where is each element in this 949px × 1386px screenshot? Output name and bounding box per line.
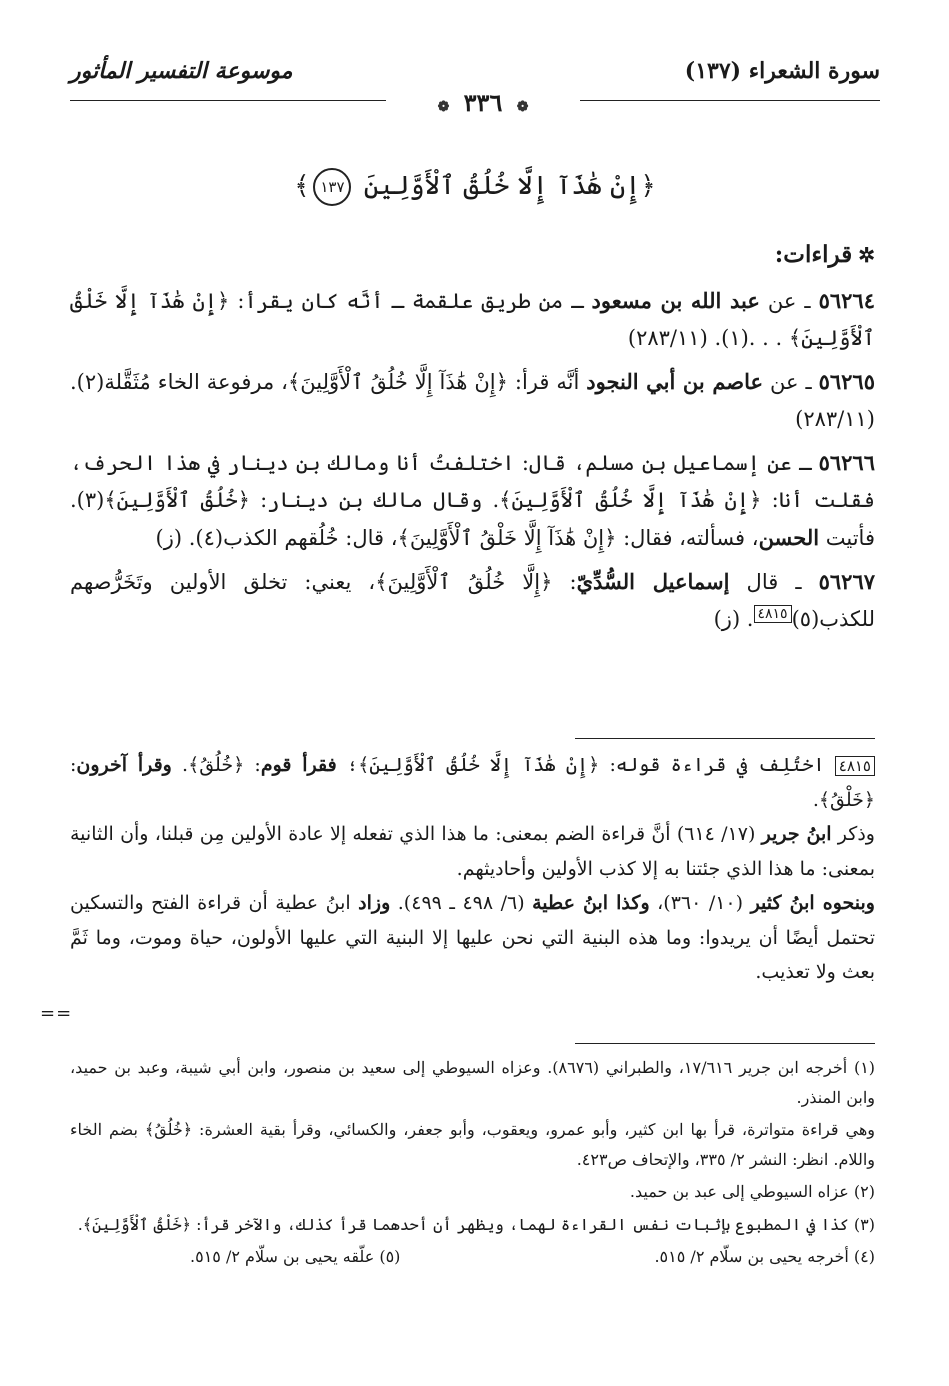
text-run: (١٧/ ٦١٤) أنَّ قراءة الضم بمعنى: ما هذا الذي تفعله إلا عادة الأولين مِن قبلنا، وأن الثانية بمعنى: ما هذا الذي جئتنا به إلا كذب الأولين وأحاديثهم. — [70, 823, 875, 880]
page-number-group — [386, 88, 580, 117]
narration-list — [70, 282, 875, 638]
narration-number: ٥٦٢٦٦ — [818, 450, 875, 475]
bold-name: عاصم بن أبي النجود — [586, 369, 764, 394]
commentary-p2 — [70, 817, 875, 886]
commentary-p1 — [70, 748, 875, 817]
narration-paragraph — [70, 282, 875, 357]
main-text — [70, 236, 875, 644]
bold-name: وزاد — [358, 892, 391, 914]
footnote-row-4-5 — [70, 1242, 875, 1272]
footnote-rule — [575, 1043, 875, 1044]
text-run: : ﴿خَلْقُ﴾. — [70, 754, 875, 811]
footnote-4: (٤) أخرجه يحيى بن سلّام ٢/ ٥١٥. — [654, 1247, 875, 1266]
sura-title: سورة الشعراء (١٣٧) — [684, 58, 880, 84]
footnote-3: (٣) كذا في المطبوع بإثبات نفس القراءة لهما، ويظهر أن أحدهما قرأ كذلك، والآخر قرأ: ﴿خَلْقُ ٱلْأَوَّلِينَ﴾. — [77, 1214, 875, 1234]
text-run: (٦/ ٤٩٨ ـ ٤٩٩). — [390, 892, 533, 914]
bold-name: عبد الله بن مسعود — [591, 288, 760, 313]
text-run: اختُلِف في قراءة قوله: ﴿إِنْ هَٰذَآ إِلَّا خُلُقُ ٱلْأَوَّلِينَ﴾؛ — [336, 754, 835, 776]
verse-text: إِنْ هَٰذَآ إِلَّا خُلُقُ ٱلْأَوَّلِينَ — [363, 171, 641, 201]
text-run: ، فسألته، فقال: ﴿إِنْ هَٰذَآ إِلَّا خَلْقُ ٱلْأَوَّلِينَ﴾، قال: خُلُقهم الكذب(٤). (ز) — [155, 526, 759, 550]
page-header — [70, 58, 880, 118]
text-run: ـ عن — [763, 370, 819, 394]
text-run: : ﴿خُلُقُ﴾. — [171, 754, 261, 776]
verse-bracket-close: ﴾ — [294, 171, 310, 201]
text-run: : ﴿إِلَّا خُلُقُ ٱلْأَوَّلِينَ﴾، يعني: تخلق الأولين وتَخَرُّصهم للكذب(٥) — [70, 570, 875, 631]
margin-mark: == — [40, 1003, 73, 1024]
verse-bracket-open: ﴿ — [640, 171, 656, 201]
narration-number: ٥٦٢٦٤ — [818, 288, 875, 313]
narration-paragraph — [70, 444, 875, 557]
quran-verse — [70, 168, 880, 206]
bold-name: وبنحوه ابنُ كثير — [750, 892, 875, 914]
bold-name: وقرأ آخرون — [76, 754, 172, 776]
narration-paragraph — [70, 363, 875, 438]
footnote-2: (٢) عزاه السيوطي إلى عبد بن حميد. — [629, 1182, 875, 1201]
section-heading — [70, 236, 875, 274]
commentary-p3 — [70, 886, 875, 990]
bold-name: الحسن — [758, 525, 820, 550]
footnotes — [70, 1053, 875, 1272]
commentary-block — [70, 748, 875, 990]
text-run: ابنُ عطية أن قراءة الفتح والتسكين تحتمل أيضًا أن يريدوا: وما هذه البنية التي نحن عليها إلا البنية التي عليها الأولون، حياة وموت، وما ثَمَّ بعث ولا تعذيب. — [70, 892, 875, 983]
narration-number: ٥٦٢٦٧ — [818, 569, 876, 594]
text-run: وذكر — [831, 823, 875, 845]
bold-name: وكذا ابنُ عطية — [532, 892, 650, 914]
commentary-ref-box: ٤٨١٥ — [754, 605, 792, 623]
bold-name: إسماعيل السُّدِّيّ — [576, 569, 730, 594]
commentary-rule — [575, 738, 875, 739]
section-title: قراءات: — [774, 241, 853, 268]
footnote-1-continued: وهي قراءة متواترة، قرأ بها ابن كثير، وأبو عمرو، ويعقوب، وأبو جعفر، والكسائي، وقرأ بقية العشرة: ﴿خُلُقُ﴾ بضم الخاء واللام. انظر: النشر ٢/ ٣٣٥، والإتحاف ص٤٢٣. — [70, 1120, 875, 1169]
text-run: ـ عن إسماعيل بن مسلم، قال: اختلفتُ أنا ومالك بن دينار في هذا الحرف، فقلت أنا: ﴿إِنْ هَٰذَآ إِلَّا خُلُقُ ٱلْأَوَّلِينَ﴾. وقال مالك بن دينار: ﴿خُلُقُ ٱلْأَوَّلِينَ﴾(٣). فأتيت — [70, 451, 875, 550]
text-run: ـ قال — [729, 570, 819, 594]
text-run: ـ عن — [759, 289, 819, 313]
bold-name: ابنُ جرير — [761, 823, 832, 845]
page-number: ٣٣٦ — [463, 88, 503, 117]
narration-paragraph — [70, 563, 875, 638]
bold-name: فقرأ قوم — [260, 754, 337, 776]
star-icon: ✲ — [858, 243, 875, 267]
ornament-icon: ❁ — [516, 99, 529, 115]
ayah-number-badge: ١٣٧ — [313, 168, 351, 206]
book-title: موسوعة التفسير المأثور — [70, 58, 293, 84]
text-run: أنَّه قرأ: ﴿إِنْ هَٰذَآ إِلَّا خُلُقُ ٱلْأَوَّلِينَ﴾، مرفوعة الخاء مُثَقَّلة(٢). (٢٨٣/١١) — [70, 370, 875, 431]
text-run: . (ز) — [713, 607, 754, 631]
text-run: ـ من طريق علقمة ـ أنَّه كان يقرأ: ﴿إِنْ هَٰذَآ إِلَّا خَلْقُ ٱلْأَوَّلِينَ﴾ . . .(١). (٢٨٣/١١) — [70, 289, 875, 350]
narration-number: ٥٦٢٦٥ — [818, 369, 875, 394]
header-rule-right — [580, 100, 880, 101]
text-run: (١٠/ ٣٦٠)، — [649, 892, 751, 914]
commentary-ref-box: ٤٨١٥ — [835, 756, 875, 776]
footnote-1: (١) أخرجه ابن جرير ١٧/٦١٦، والطبراني (٨٦٧٦). وعزاه السيوطي إلى سعيد بن منصور، وابن أبي شيبة، وعبد بن حميد، وابن المنذر. — [70, 1058, 876, 1107]
footnote-5: (٥) علّقه يحيى بن سلّام ٢/ ٥١٥. — [190, 1247, 401, 1266]
ornament-icon: ❁ — [437, 99, 450, 115]
header-rule-left — [70, 100, 386, 101]
